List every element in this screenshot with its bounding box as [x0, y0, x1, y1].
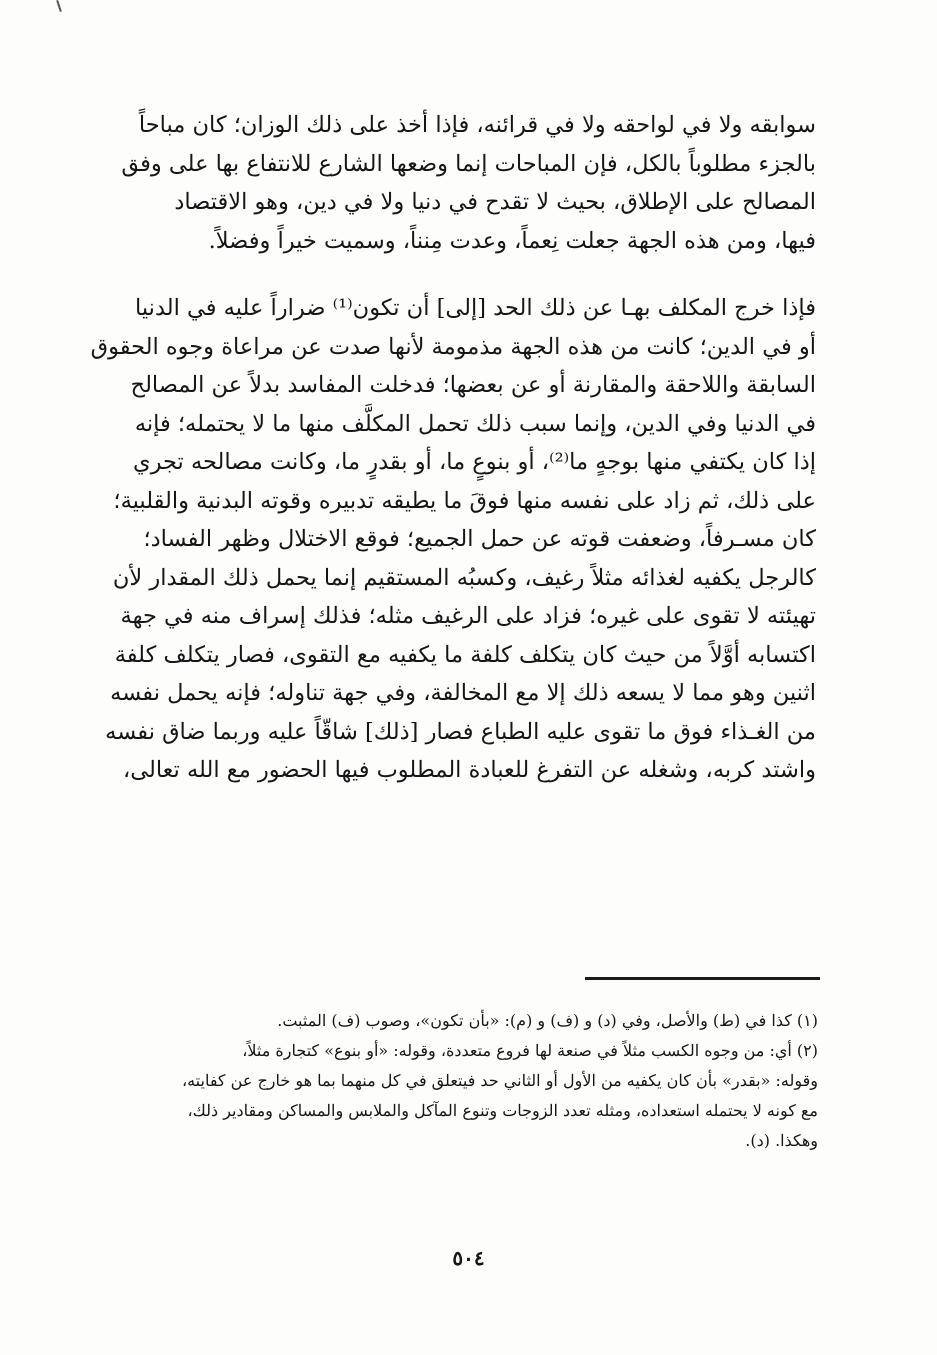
text-line: المصالح على الإطلاق، بحيث لا تقدح في دنيا ولا في دين، وهو الاقتصاد [174, 189, 816, 215]
text-line: اثنين وهو مما لا يسعه ذلك إلا مع المخالفة، وفي جهة تناوله؛ فإنه يحمل نفسه [110, 680, 816, 706]
text-line: السابقة واللاحقة والمقارنة أو عن بعضها؛ فدخلت المفاسد بدلاً عن المصالح [130, 372, 816, 398]
text-line: فيها، ومن هذه الجهة جعلت نِعماً، وعدت مِنناً، وسميت خيراً وفضلاً. [208, 227, 816, 254]
paragraph-1 [100, 106, 816, 260]
text-line: تهيئته لا تقوى على غيره؛ فزاد على الرغيف مثله؛ فذلك إسراف منه في جهة [120, 603, 816, 629]
text-line: على ذلك، ثم زاد على نفسه منها فوقَ ما يطيقه تدبيره وقوته البدنية والقلبية؛ [113, 487, 816, 514]
footnote-2-cont: وقوله: «بقدر» بأن كان يكفيه من الأول أو الثاني حد فيتعلق في كل منهما بما هو خارج عن كفايته، [181, 1071, 818, 1090]
scan-mark [56, 0, 62, 12]
text-line: فإذا خرج المكلف بهـا عن ذلك الحد [إلى] أن تكون⁽¹⁾ ضراراً عليه في الدنيا [135, 295, 816, 321]
footnotes [100, 1006, 818, 1156]
footnote-1: (١) كذا في (ط) والأصل، وفي (د) و (ف) و (م): «بأن تكون»، وصوب (ف) المثبت. [277, 1011, 818, 1030]
text-line: اكتسابه أوَّلاً من حيث كان يتكلف كلفة ما يكفيه مع التقوى، فصار يتكلف كلفة [114, 641, 816, 668]
text-line: واشتد كربه، وشغله عن التفرغ للعبادة المطلوب فيها الحضور مع الله تعالى، [122, 757, 816, 783]
main-text [90, 106, 816, 790]
text-line: في الدنيا وفي الدين، وإنما سبب ذلك تحمل المكلَّف منها ما لا يحتمله؛ فإنه [134, 410, 816, 437]
footnote-2-cont: مع كونه لا يحتمله استعداده، ومثله تعدد الزوجات وتنوع المآكل والملابس والمساكن ومقادير ذلك، [187, 1101, 818, 1120]
text-line: سوابقه ولا في لواحقه ولا في قرائنه، فإذا أخذ على ذلك الوزان؛ كان مباحاً [138, 112, 816, 138]
footnote-2: (٢) أي: من وجوه الكسب مثلاً في صنعة لها فروع متعددة، وقوله: «أو بنوع» كتجارة مثلاً، [242, 1041, 818, 1060]
text-line: بالجزء مطلوباً بالكل، فإن المباحات إنما وضعها الشارع للانتفاع بها على وفق [121, 150, 816, 177]
footnote-divider [585, 977, 820, 980]
page-number: ٥٠٤ [452, 1246, 485, 1270]
text-line: إذا كان يكتفي منها بوجهٍ ما⁽²⁾، أو بنوعٍ ما، أو بقدرٍ ما، وكانت مصالحه تجري [132, 449, 816, 475]
text-line: من الغـذاء فوق ما تقوى عليه الطباع فصار [ذلك] شاقّاً عليه وربما ضاق نفسه [105, 718, 816, 745]
text-line: كالرجل يكفيه لغذائه مثلاً رغيف، وكسبُه المستقيم إنما يحمل ذلك المقدار لأن [112, 564, 816, 591]
paragraph-2 [90, 289, 816, 790]
text-line: أو في الدين؛ كانت من هذه الجهة مذمومة لأنها صدت عن مراعاة وجوه الحقوق [90, 333, 816, 360]
footnote-2-cont: وهكذا. (د). [745, 1131, 818, 1150]
text-line: كان مسـرفاً، وضعفت قوته عن حمل الجميع؛ فوقع الاختلال وظهر الفساد؛ [143, 526, 816, 552]
